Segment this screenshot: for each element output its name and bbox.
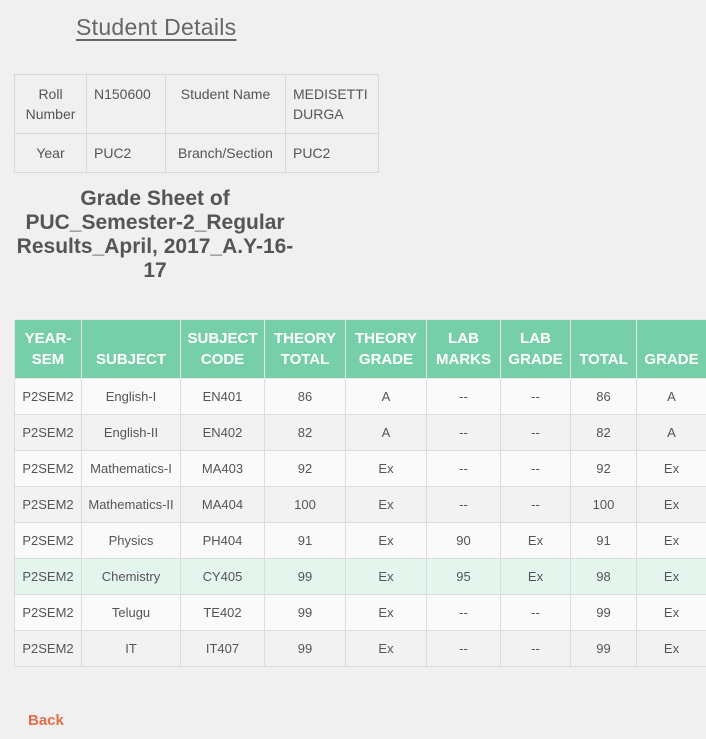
theory-grade-cell: Ex	[346, 559, 427, 595]
lab-grade-header: LAB GRADE	[501, 320, 571, 379]
lab-marks-cell: --	[427, 451, 501, 487]
page-title: Student Details	[76, 14, 237, 40]
year-sem-cell: P2SEM2	[15, 415, 82, 451]
subject-cell: English-I	[82, 379, 181, 415]
year-label: Year	[15, 134, 87, 173]
lab-marks-header: LAB MARKS	[427, 320, 501, 379]
theory-grade-cell: A	[346, 415, 427, 451]
subject-code-cell: EN402	[181, 415, 265, 451]
grade-cell: Ex	[637, 451, 706, 487]
grade-cell: Ex	[637, 559, 706, 595]
year-sem-header: YEAR-SEM	[15, 320, 82, 379]
subject-code-cell: MA404	[181, 487, 265, 523]
lab-grade-cell: Ex	[501, 559, 571, 595]
lab-marks-cell: --	[427, 487, 501, 523]
theory-total-cell: 86	[265, 379, 346, 415]
grade-cell: Ex	[637, 487, 706, 523]
subject-cell: Physics	[82, 523, 181, 559]
table-row	[15, 631, 706, 667]
total-cell: 82	[571, 415, 637, 451]
theory-grade-cell: Ex	[346, 487, 427, 523]
theory-total-cell: 92	[265, 451, 346, 487]
table-row	[15, 595, 706, 631]
subject-cell: Mathematics-I	[82, 451, 181, 487]
lab-marks-cell: --	[427, 595, 501, 631]
student-name-label: Student Name	[166, 75, 286, 134]
subject-cell: English-II	[82, 415, 181, 451]
subject-code-cell: TE402	[181, 595, 265, 631]
theory-total-cell: 99	[265, 559, 346, 595]
grade-cell: Ex	[637, 523, 706, 559]
subject-code-cell: EN401	[181, 379, 265, 415]
student-details-table	[14, 74, 379, 173]
theory-grade-cell: A	[346, 379, 427, 415]
lab-grade-cell: Ex	[501, 523, 571, 559]
lab-marks-cell: 90	[427, 523, 501, 559]
theory-total-cell: 82	[265, 415, 346, 451]
subject-cell: Telugu	[82, 595, 181, 631]
theory-total-cell: 91	[265, 523, 346, 559]
table-row	[15, 451, 706, 487]
subject-cell: IT	[82, 631, 181, 667]
theory-grade-cell: Ex	[346, 595, 427, 631]
year-value: PUC2	[87, 134, 166, 173]
table-row	[15, 379, 706, 415]
total-cell: 86	[571, 379, 637, 415]
table-row	[15, 523, 706, 559]
theory-grade-cell: Ex	[346, 523, 427, 559]
theory-total-cell: 99	[265, 595, 346, 631]
lab-grade-cell: --	[501, 379, 571, 415]
details-row	[15, 75, 379, 134]
theory-grade-cell: Ex	[346, 451, 427, 487]
details-row	[15, 134, 379, 173]
total-cell: 98	[571, 559, 637, 595]
lab-grade-cell: --	[501, 487, 571, 523]
grade-cell: Ex	[637, 595, 706, 631]
subject-code-cell: CY405	[181, 559, 265, 595]
lab-grade-cell: --	[501, 415, 571, 451]
table-row	[15, 415, 706, 451]
student-name-value: MEDISETTI DURGA	[286, 75, 379, 134]
year-sem-cell: P2SEM2	[15, 487, 82, 523]
total-cell: 100	[571, 487, 637, 523]
subject-code-header: SUBJECT CODE	[181, 320, 265, 379]
grades-body	[15, 379, 706, 667]
year-sem-cell: P2SEM2	[15, 379, 82, 415]
back-link[interactable]: Back	[28, 712, 64, 729]
branch-section-value: PUC2	[286, 134, 379, 173]
theory-grade-cell: Ex	[346, 631, 427, 667]
theory-total-cell: 99	[265, 631, 346, 667]
theory-grade-header: THEORY GRADE	[346, 320, 427, 379]
total-cell: 91	[571, 523, 637, 559]
subject-code-cell: PH404	[181, 523, 265, 559]
year-sem-cell: P2SEM2	[15, 631, 82, 667]
grades-header-row	[15, 320, 706, 379]
lab-marks-cell: --	[427, 415, 501, 451]
subject-code-cell: MA403	[181, 451, 265, 487]
table-row	[15, 559, 706, 595]
lab-grade-cell: --	[501, 595, 571, 631]
grade-sheet-title: Grade Sheet of PUC_Semester-2_Regular Results_April, 2017_A.Y-16-17	[16, 187, 294, 282]
year-sem-cell: P2SEM2	[15, 559, 82, 595]
lab-grade-cell: --	[501, 451, 571, 487]
subject-code-cell: IT407	[181, 631, 265, 667]
subject-cell: Chemistry	[82, 559, 181, 595]
grade-cell: A	[637, 415, 706, 451]
subject-cell: Mathematics-II	[82, 487, 181, 523]
total-cell: 92	[571, 451, 637, 487]
lab-marks-cell: --	[427, 631, 501, 667]
theory-total-cell: 100	[265, 487, 346, 523]
table-row	[15, 487, 706, 523]
year-sem-cell: P2SEM2	[15, 451, 82, 487]
theory-total-header: THEORY TOTAL	[265, 320, 346, 379]
year-sem-cell: P2SEM2	[15, 595, 82, 631]
total-cell: 99	[571, 595, 637, 631]
subject-header: SUBJECT	[82, 320, 181, 379]
grade-cell: Ex	[637, 631, 706, 667]
roll-number-label: Roll Number	[15, 75, 87, 134]
year-sem-cell: P2SEM2	[15, 523, 82, 559]
branch-section-label: Branch/Section	[166, 134, 286, 173]
roll-number-value: N150600	[87, 75, 166, 134]
grades-table	[14, 319, 706, 667]
grade-cell: A	[637, 379, 706, 415]
total-header: TOTAL	[571, 320, 637, 379]
total-cell: 99	[571, 631, 637, 667]
grade-header: GRADE	[637, 320, 706, 379]
lab-marks-cell: --	[427, 379, 501, 415]
lab-marks-cell: 95	[427, 559, 501, 595]
lab-grade-cell: --	[501, 631, 571, 667]
